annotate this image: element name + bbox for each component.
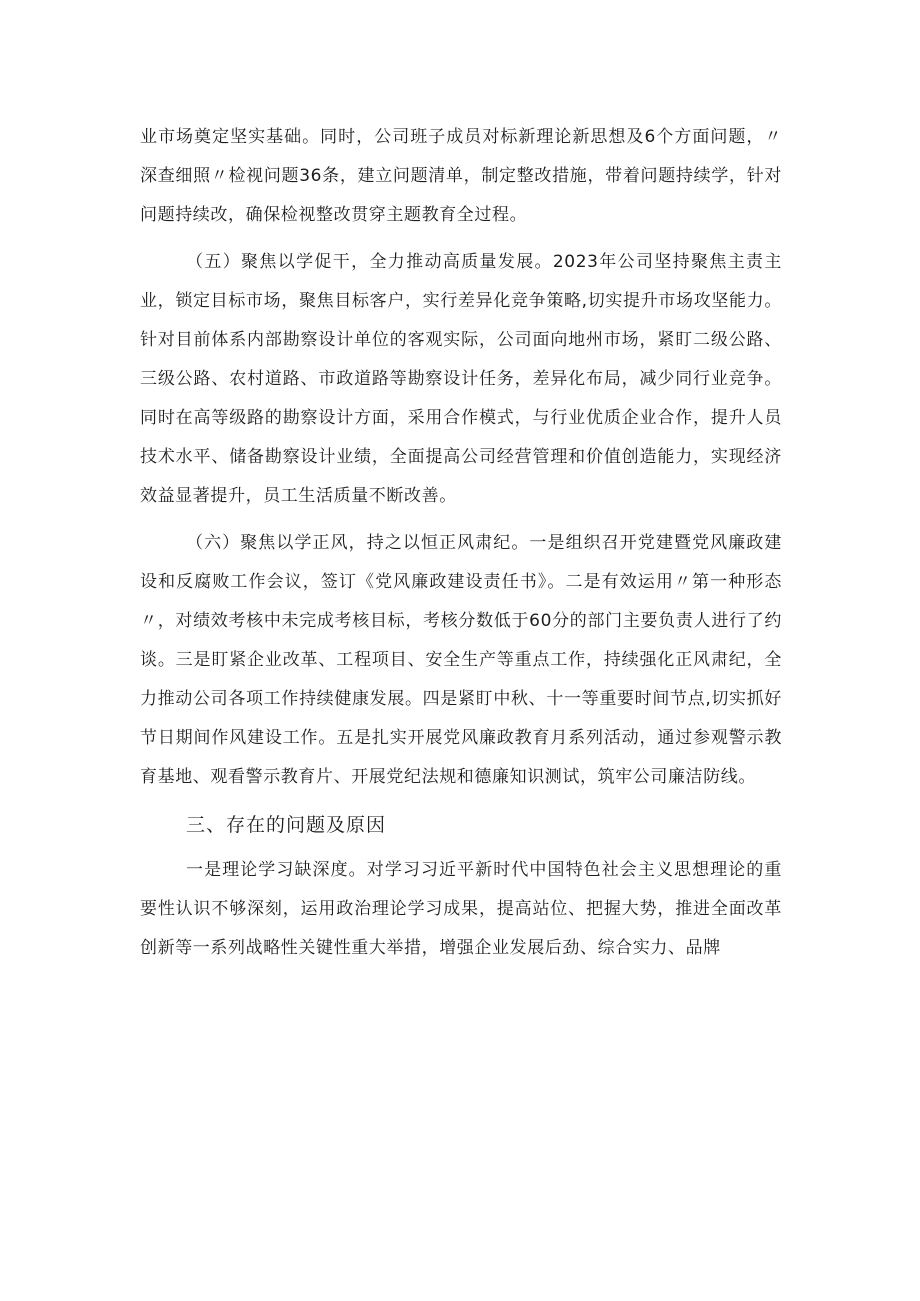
document-body xyxy=(140,118,782,976)
paragraph-section-six: （六）聚焦以学正风，持之以恒正风肃纪。一是组织召开党建暨党风廉政建设和反腐败工作会议，签订《党风廉政建设责任书》。二是有效运用〃第一种形态〃，对绩效考核中未完成考核目标，考核分数低于60分的部门主要负责人进行了约谈。三是盯紧企业改革、工程项目、安全生产等重点工作，持续强化正风肃纪，全力推动公司各项工作持续健康发展。四是紧盯中秋、十一等重要时间节点,切实抓好节日期间作风建设工作。五是扎实开展党风廉政教育月系列活动，通过参观警示教育基地、观看警示教育片、开展党纪法规和德廉知识测试，筑牢公司廉洁防线。 xyxy=(140,533,782,787)
paragraph-section-five: （五）聚焦以学促干，全力推动高质量发展。2023年公司坚持聚焦主责主业，锁定目标市场，聚焦目标客户，实行差异化竞争策略,切实提升市场攻坚能力。针对目前体系内部勘察设计单位的客观实际，公司面向地州市场，紧盯二级公路、三级公路、农村道路、市政道路等勘察设计任务，差异化布局，减少同行业竞争。同时在高等级路的勘察设计方面，采用合作模式，与行业优质企业合作，提升人员技术水平、储备勘察设计业绩，全面提高公司经营管理和价值创造能力，实现经济效益显著提升，员工生活质量不断改善。 xyxy=(140,252,782,506)
paragraph-theory-study: 一是理论学习缺深度。对学习习近平新时代中国特色社会主义思想理论的重要性认识不够深刻，运用政治理论学习成果，提高站位、把握大势，推进全面改革创新等一系列战略性关键性重大举措，增强企业发展后劲、综合实力、品牌 xyxy=(140,860,782,958)
section-heading-problems: 三、存在的问题及原因 xyxy=(186,814,387,836)
paragraph-continued-rectification: 业市场奠定坚实基础。同时，公司班子成员对标新理论新思想及6个方面问题，〃深查细照〃检视问题36条，建立问题清单，制定整改措施，带着问题持续学，针对问题持续改，确保检视整改贯穿主题教育全过程。 xyxy=(140,127,782,225)
